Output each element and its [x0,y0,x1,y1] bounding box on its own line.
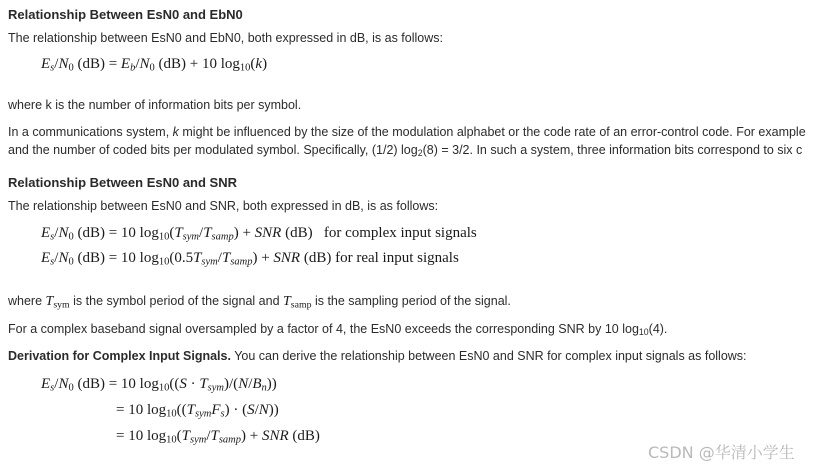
heading-esn0-snr: Relationship Between EsN0 and SNR [8,175,237,190]
where-k-text: where k is the number of information bits per symbol. [8,98,302,112]
heading-esn0-ebn0: Relationship Between EsN0 and EbN0 [8,7,243,22]
equation-complex-input: $E_s/N_0$ (dB) = 10 $\log_{10}(T_{sym}/T_{samp})$ + SNR (dB) for complex input signals [41,225,477,243]
documentation-page [8,0,835,468]
paragraph-k-influence-line2: and the number of coded bits per modulated symbol. Specifically, (1/2) $\log_2(8) = 3/2$. In such a system, three information bits correspond to six c [8,143,803,157]
intro-esn0-snr: The relationship between EsN0 and SNR, both expressed in dB, is as follows: [8,199,439,213]
where-tsym-text: where $T_{sym}$ is the symbol period of the signal and $T_{samp}$ is the sampling period of the signal. [8,294,511,311]
equation-derivation-line1: $E_s/N_0$ (dB) = 10 $\log_{10}((S \cdot T_{sym})/(N/B_n))$ [41,376,277,394]
paragraph-k-influence-line1: In a communications system, k might be influenced by the size of the modulation alphabet or the code rate of an error-control code. For example [8,125,806,139]
equation-derivation-line3: = 10 $\log_{10}(T_{sym}/T_{samp})$ + SNR (dB) [116,428,320,446]
equation-real-input: $E_s/N_0$ (dB) = 10 $\log_{10}(0.5T_{sym}/T_{samp})$ + SNR (dB) for real input signals [41,250,459,268]
intro-esn0-ebn0: The relationship between EsN0 and EbN0, both expressed in dB, is as follows: [8,31,443,45]
derivation-title: Derivation for Complex Input Signals. [8,349,231,363]
equation-esn0-ebn0: $E_s/N_0$ $(dB) = E_b/N_0$ (dB) + 10 $\log_{10}(k)$ [41,56,268,74]
oversample-text: For a complex baseband signal oversampled by a factor of 4, the EsN0 exceeds the corresponding SNR by 10 $\log_{10}(4)$. [8,322,668,338]
italic-k: k [172,125,179,139]
equation-derivation-line2: = 10 $\log_{10}((T_{sym}F_s) \cdot (S/N))$ [116,402,279,420]
csdn-watermark: CSDN @华清小学生 [648,443,795,462]
derivation-paragraph: Derivation for Complex Input Signals. You can derive the relationship between EsN0 and SNR for complex input signals as follows: [8,349,747,363]
